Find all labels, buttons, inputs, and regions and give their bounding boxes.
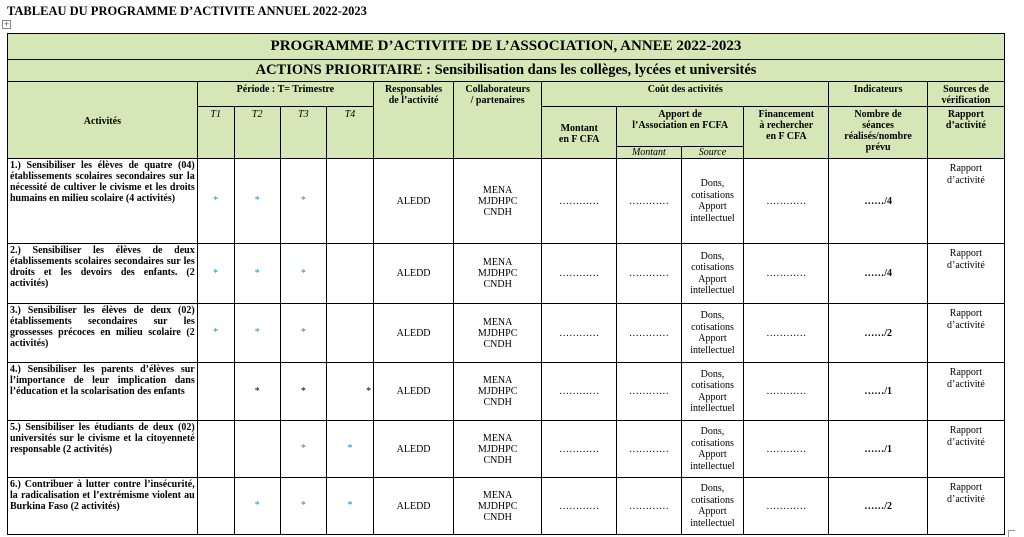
apport-source-cell: Dons, cotisations Apport intellectuel	[681, 244, 744, 304]
table-subtitle: ACTIONS PRIORITAIRE : Sensibilisation dans les collèges, lycées et universités	[8, 60, 1005, 82]
period-t4-mark	[326, 244, 373, 304]
header-t1: T1	[197, 107, 234, 159]
header-t4: T4	[326, 107, 373, 159]
financement-cell: …………	[744, 304, 829, 363]
montant-cell: …………	[542, 363, 617, 421]
activity-cell: 1.) Sensibiliser les élèves de quatre (04) établissements scolaires secondaires sur la nécessité de cultiver le civisme et les droits humains en milieu scolaire (4 activités)	[8, 159, 198, 244]
montant-cell: …………	[542, 421, 617, 478]
table-row	[8, 244, 1005, 304]
activity-cell: 2.) Sensibiliser les élèves de deux établissements scolaires secondaires sur les droits et les devoirs des enfants. (2 activités)	[8, 244, 198, 304]
responsable-cell: ALEDD	[374, 363, 454, 421]
indicateur-cell: ……/4	[829, 159, 927, 244]
header-rapport: Rapport d’activité	[927, 107, 1004, 159]
collaborateurs-cell: MENA MJDHPC CNDH	[454, 304, 542, 363]
montant-cell: …………	[542, 478, 617, 535]
apport-montant-cell: …………	[617, 478, 682, 535]
period-t1-mark	[197, 363, 234, 421]
activity-program-table	[7, 33, 1005, 535]
apport-montant-cell: …………	[617, 421, 682, 478]
apport-source-cell: Dons, cotisations Apport intellectuel	[681, 159, 744, 244]
header-indicateur-detail: Nombre de séances réalisés/nombre prévu	[829, 107, 927, 159]
header-apport-montant: Montant	[617, 147, 682, 159]
activity-cell: 3.) Sensibiliser les élèves de deux (02) établissements secondaires sur les grossesses précoces en milieu scolaire (2 activités)	[8, 304, 198, 363]
verification-cell: Rapport d’activité	[927, 421, 1004, 478]
montant-cell: …………	[542, 304, 617, 363]
financement-cell: …………	[744, 478, 829, 535]
document-title: TABLEAU DU PROGRAMME D’ACTIVITE ANNUEL 2022-2023	[7, 4, 367, 18]
period-t1-mark	[197, 421, 234, 478]
apport-montant-cell: …………	[617, 244, 682, 304]
table-row	[8, 478, 1005, 535]
collaborateurs-cell: MENA MJDHPC CNDH	[454, 478, 542, 535]
collaborateurs-cell: MENA MJDHPC CNDH	[454, 244, 542, 304]
period-t2-mark: *	[234, 159, 280, 244]
financement-cell: …………	[744, 421, 829, 478]
apport-source-cell: Dons, cotisations Apport intellectuel	[681, 421, 744, 478]
period-t1-mark: *	[197, 304, 234, 363]
header-montant: Montant en F CFA	[542, 107, 617, 159]
indicateur-cell: ……/4	[829, 244, 927, 304]
period-t2-mark: *	[234, 244, 280, 304]
header-indicateurs: Indicateurs	[829, 82, 927, 107]
financement-cell: …………	[744, 363, 829, 421]
collaborateurs-cell: MENA MJDHPC CNDH	[454, 421, 542, 478]
header-periode: Période : T= Trimestre	[197, 82, 373, 107]
apport-montant-cell: …………	[617, 159, 682, 244]
apport-source-cell: Dons, cotisations Apport intellectuel	[681, 363, 744, 421]
indicateur-cell: ……/1	[829, 363, 927, 421]
period-t3-mark: *	[280, 304, 326, 363]
table-row	[8, 421, 1005, 478]
apport-montant-cell: …………	[617, 304, 682, 363]
page-corner-mark	[1008, 530, 1015, 537]
header-t3: T3	[280, 107, 326, 159]
period-t2-mark: *	[234, 304, 280, 363]
period-t2-mark: *	[234, 363, 280, 421]
table-title: PROGRAMME D’ACTIVITE DE L’ASSOCIATION, ANNEE 2022-2023	[8, 34, 1005, 60]
indicateur-cell: ……/2	[829, 478, 927, 535]
table-row	[8, 159, 1005, 244]
activity-cell: 6.) Contribuer à lutter contre l’insécurité, la radicalisation et l’extrémisme violent au Burkina Faso (2 activités)	[8, 478, 198, 535]
verification-cell: Rapport d’activité	[927, 244, 1004, 304]
financement-cell: …………	[744, 159, 829, 244]
header-sources: Sources de vérification	[927, 82, 1004, 107]
period-t1-mark: *	[197, 244, 234, 304]
period-t4-mark: *	[326, 421, 373, 478]
collaborateurs-cell: MENA MJDHPC CNDH	[454, 363, 542, 421]
table-anchor-icon[interactable]: +	[3, 20, 10, 28]
period-t3-mark: *	[280, 159, 326, 244]
apport-source-cell: Dons, cotisations Apport intellectuel	[681, 478, 744, 535]
verification-cell: Rapport d’activité	[927, 478, 1004, 535]
apport-source-cell: Dons, cotisations Apport intellectuel	[681, 304, 744, 363]
verification-cell: Rapport d’activité	[927, 159, 1004, 244]
responsable-cell: ALEDD	[374, 244, 454, 304]
table-row	[8, 363, 1005, 421]
period-t2-mark	[234, 421, 280, 478]
montant-cell: …………	[542, 244, 617, 304]
period-t4-mark	[326, 159, 373, 244]
activity-cell: 5.) Sensibiliser les étudiants de deux (02) universités sur le civisme et la citoyenneté responsable (2 activités)	[8, 421, 198, 478]
indicateur-cell: ……/1	[829, 421, 927, 478]
header-financement: Financement à rechercher en F CFA	[744, 107, 829, 159]
period-t3-mark: *	[280, 478, 326, 535]
period-t1-mark	[197, 478, 234, 535]
period-t3-mark: *	[280, 421, 326, 478]
header-apport: Apport de l’Association en FCFA	[617, 107, 744, 147]
period-t4-mark: *	[326, 363, 373, 421]
verification-cell: Rapport d’activité	[927, 363, 1004, 421]
period-t2-mark: *	[234, 478, 280, 535]
apport-montant-cell: …………	[617, 363, 682, 421]
header-activites: Activités	[8, 82, 198, 159]
activity-cell: 4.) Sensibiliser les parents d’élèves sur l’importance de leur implication dans l’éducation et la scolarisation des enfants	[8, 363, 198, 421]
indicateur-cell: ……/2	[829, 304, 927, 363]
header-cout: Coût des activités	[542, 82, 829, 107]
period-t4-mark: *	[326, 478, 373, 535]
verification-cell: Rapport d’activité	[927, 304, 1004, 363]
responsable-cell: ALEDD	[374, 478, 454, 535]
responsable-cell: ALEDD	[374, 159, 454, 244]
header-collaborateurs: Collaborateurs / partenaires	[454, 82, 542, 159]
period-t3-mark: *	[280, 363, 326, 421]
period-t3-mark: *	[280, 244, 326, 304]
header-responsables: Responsables de l’activité	[374, 82, 454, 159]
table-row	[8, 304, 1005, 363]
responsable-cell: ALEDD	[374, 304, 454, 363]
collaborateurs-cell: MENA MJDHPC CNDH	[454, 159, 542, 244]
responsable-cell: ALEDD	[374, 421, 454, 478]
header-apport-source: Source	[681, 147, 744, 159]
period-t4-mark	[326, 304, 373, 363]
period-t1-mark: *	[197, 159, 234, 244]
financement-cell: …………	[744, 244, 829, 304]
montant-cell: …………	[542, 159, 617, 244]
header-t2: T2	[234, 107, 280, 159]
